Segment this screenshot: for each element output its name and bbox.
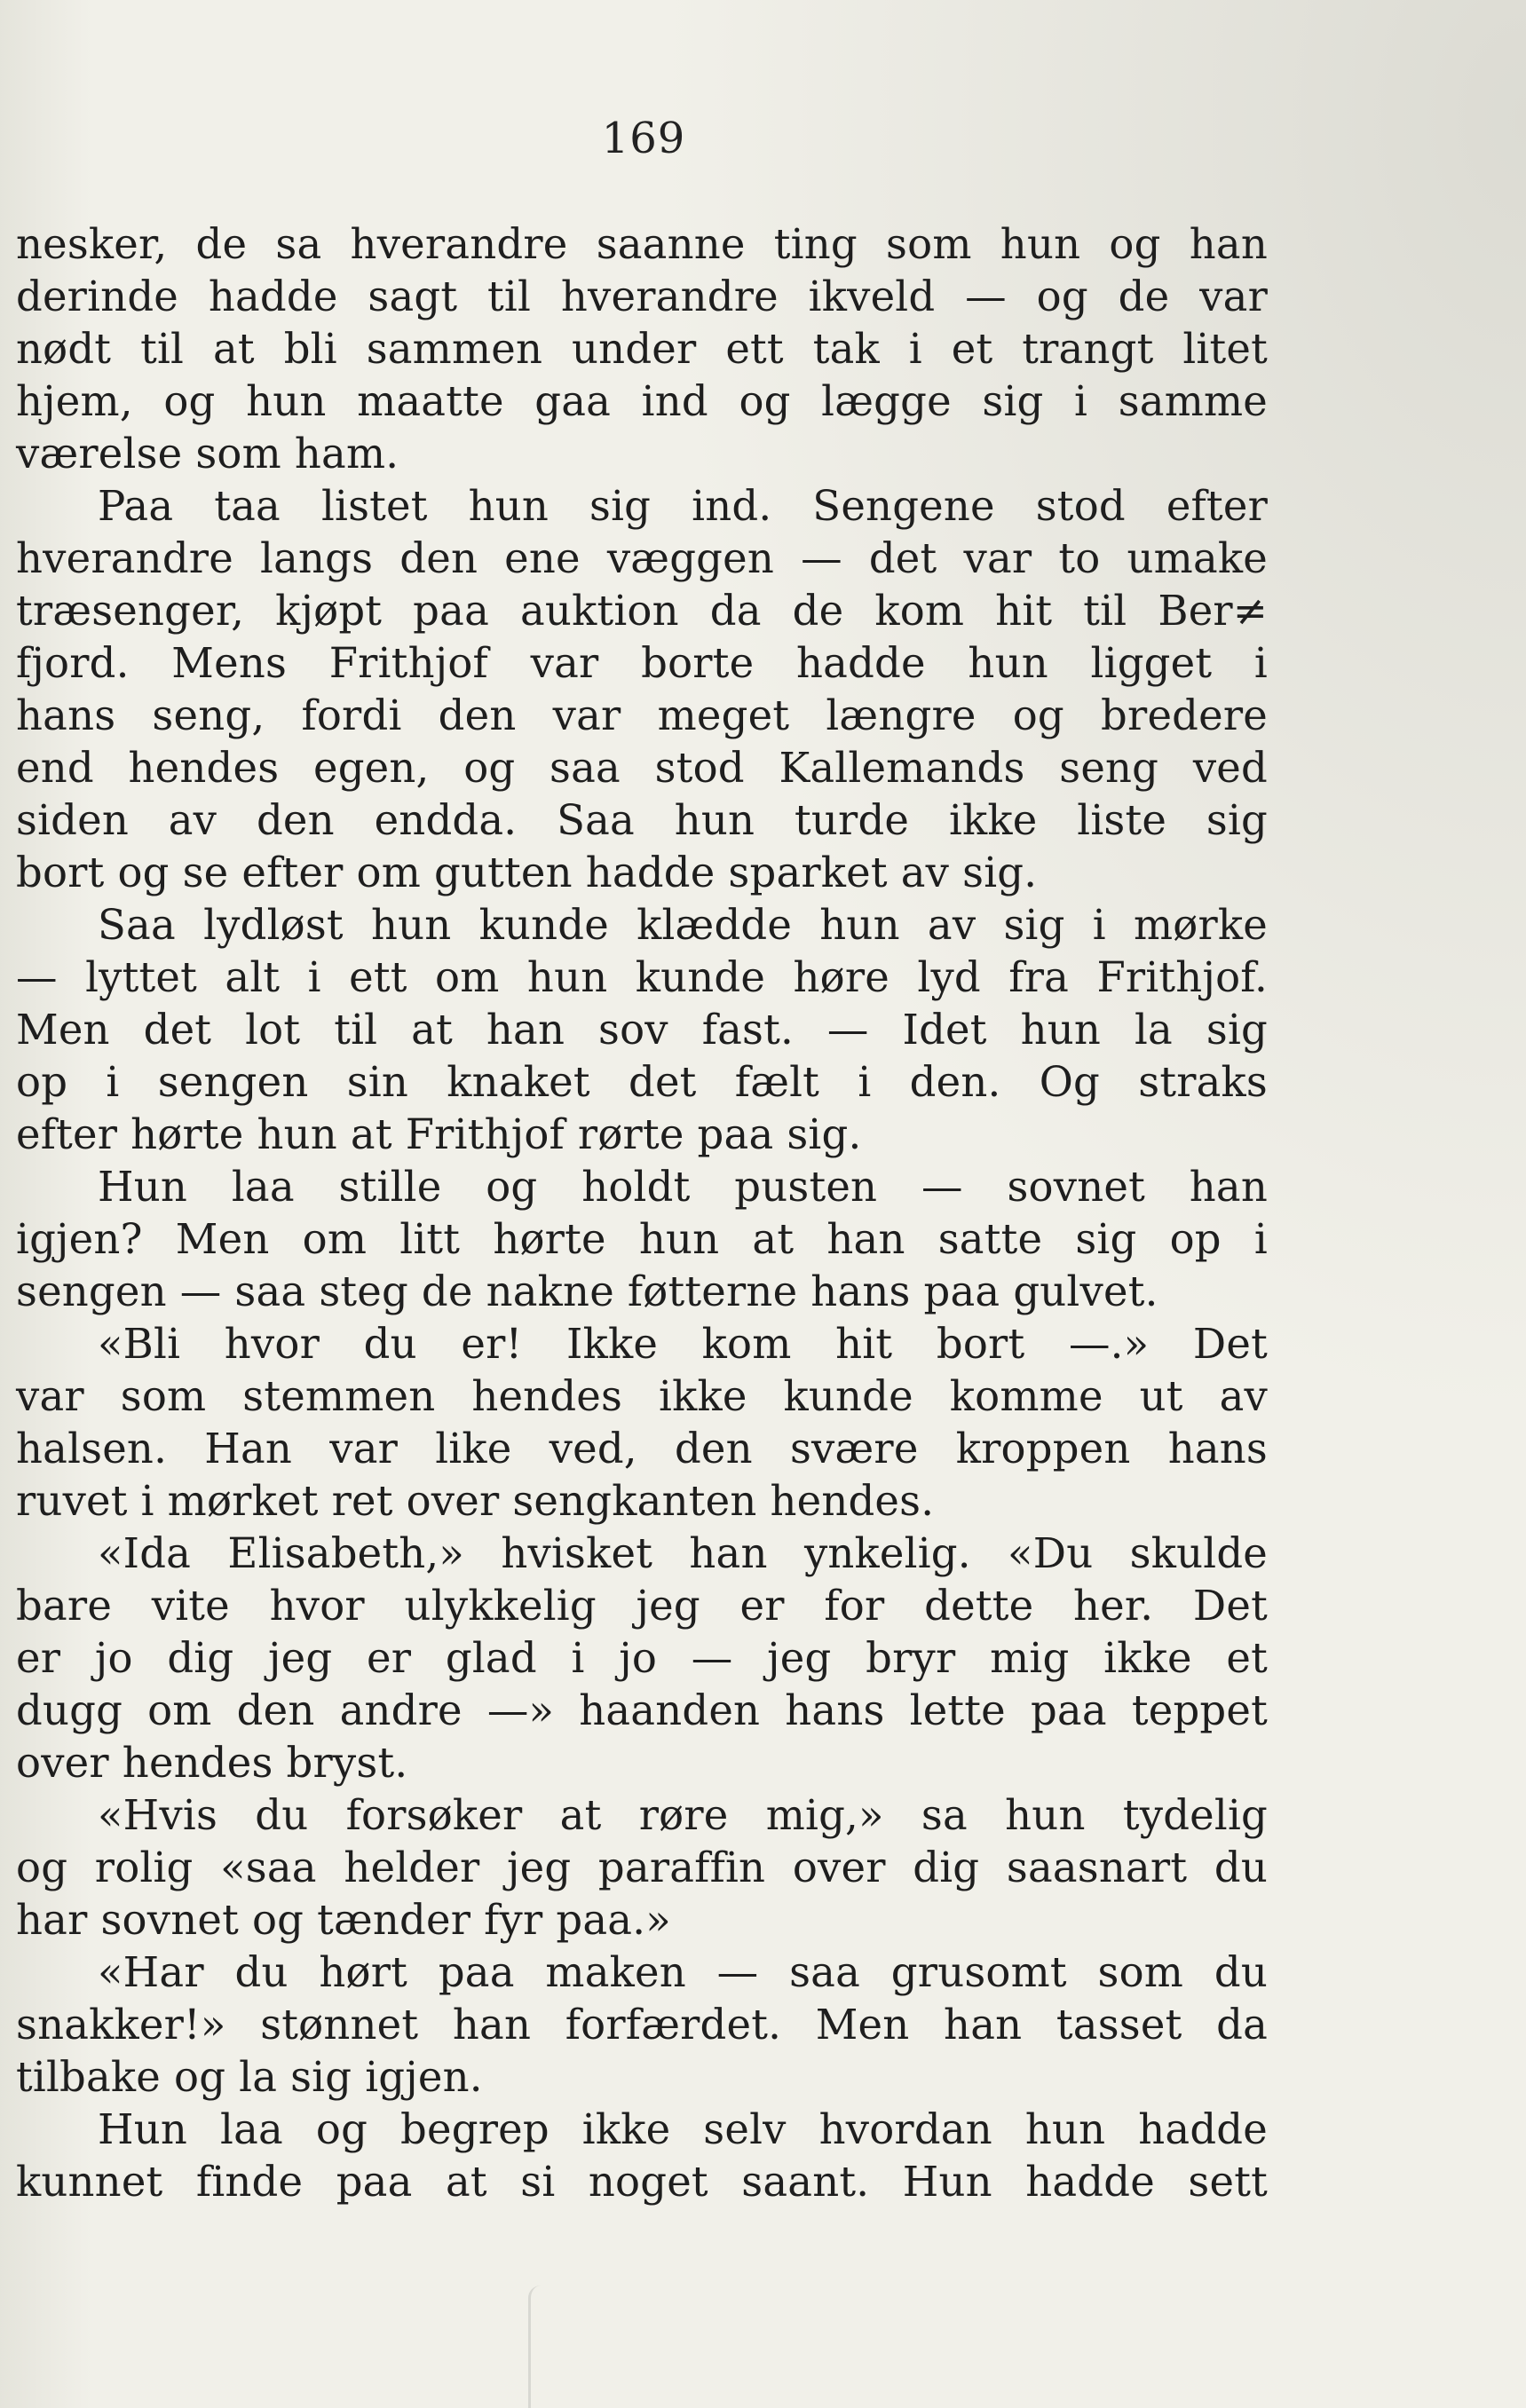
text-line: siden av den endda. Saa hun turde ikke liste sig [16, 796, 1268, 844]
text-line: derinde hadde sagt til hverandre ikveld — og de var [16, 272, 1268, 320]
text-line: bare vite hvor ulykkelig jeg er for dette her. Det [16, 1582, 1268, 1630]
text-line: dugg om den andre —» haanden hans lette paa teppet [16, 1686, 1268, 1734]
text-line: halsen. Han var like ved, den svære kroppen hans [16, 1425, 1268, 1472]
text-line: bort og se efter om gutten hadde sparket av sig. [16, 849, 1038, 896]
text-line: Saa lydløst hun kunde klædde hun av sig i mørke [98, 901, 1268, 949]
text-line: ruvet i mørket ret over sengkanten hendes. [16, 1477, 935, 1525]
text-line: «Hvis du forsøker at røre mig,» sa hun tydelig [98, 1791, 1268, 1839]
text-line: — lyttet alt i ett om hun kunde høre lyd fra Frithjof. [16, 953, 1268, 1001]
body-text [16, 218, 1268, 2208]
binding-edge [528, 2286, 550, 2408]
text-line: nesker, de sa hverandre saanne ting som hun og han [16, 220, 1268, 268]
text-line: træsenger, kjøpt paa auktion da de kom hit til Ber≠ [16, 587, 1268, 635]
text-line: op i sengen sin knaket det fælt i den. Og straks [16, 1058, 1268, 1106]
text-line: «Ida Elisabeth,» hvisket han ynkelig. «Du skulde [98, 1529, 1268, 1577]
text-line: Paa taa listet hun sig ind. Sengene stod efter [98, 482, 1268, 530]
page-number: 169 [601, 114, 686, 163]
text-line: Hun laa stille og holdt pusten — sovnet han [98, 1163, 1268, 1211]
text-line: nødt til at bli sammen under ett tak i et trangt litet [16, 325, 1268, 373]
text-line: hjem, og hun maatte gaa ind og lægge sig i samme [16, 377, 1268, 425]
text-line: Men det lot til at han sov fast. — Idet hun la sig [16, 1006, 1268, 1054]
text-line: «Bli hvor du er! Ikke kom hit bort —.» Det [98, 1320, 1268, 1368]
text-line: fjord. Mens Frithjof var borte hadde hun ligget i [16, 639, 1268, 687]
text-line: «Har du hørt paa maken — saa grusomt som du [98, 1948, 1268, 1996]
text-line: var som stemmen hendes ikke kunde komme ut av [16, 1372, 1268, 1420]
text-line: er jo dig jeg er glad i jo — jeg bryr mig ikke et [16, 1634, 1268, 1682]
text-line: hverandre langs den ene væggen — det var to umake [16, 534, 1268, 582]
text-line: end hendes egen, og saa stod Kallemands seng ved [16, 744, 1268, 792]
text-line: og rolig «saa helder jeg paraffin over dig saasnart du [16, 1844, 1268, 1891]
text-line: over hendes bryst. [16, 1739, 408, 1787]
text-line: tilbake og la sig igjen. [16, 2053, 483, 2101]
text-line: hans seng, fordi den var meget længre og bredere [16, 691, 1268, 739]
text-line: værelse som ham. [16, 430, 399, 478]
text-line: igjen? Men om litt hørte hun at han satte sig op i [16, 1215, 1268, 1263]
text-line: efter hørte hun at Frithjof rørte paa sig. [16, 1110, 862, 1158]
text-line: kunnet finde paa at si noget saant. Hun hadde sett [16, 2158, 1268, 2206]
text-line: Hun laa og begrep ikke selv hvordan hun hadde [98, 2105, 1268, 2153]
text-line: har sovnet og tænder fyr paa.» [16, 1896, 671, 1944]
text-line: sengen — saa steg de nakne føtterne hans paa gulvet. [16, 1267, 1158, 1315]
text-line: snakker!» stønnet han forfærdet. Men han tasset da [16, 2001, 1268, 2049]
